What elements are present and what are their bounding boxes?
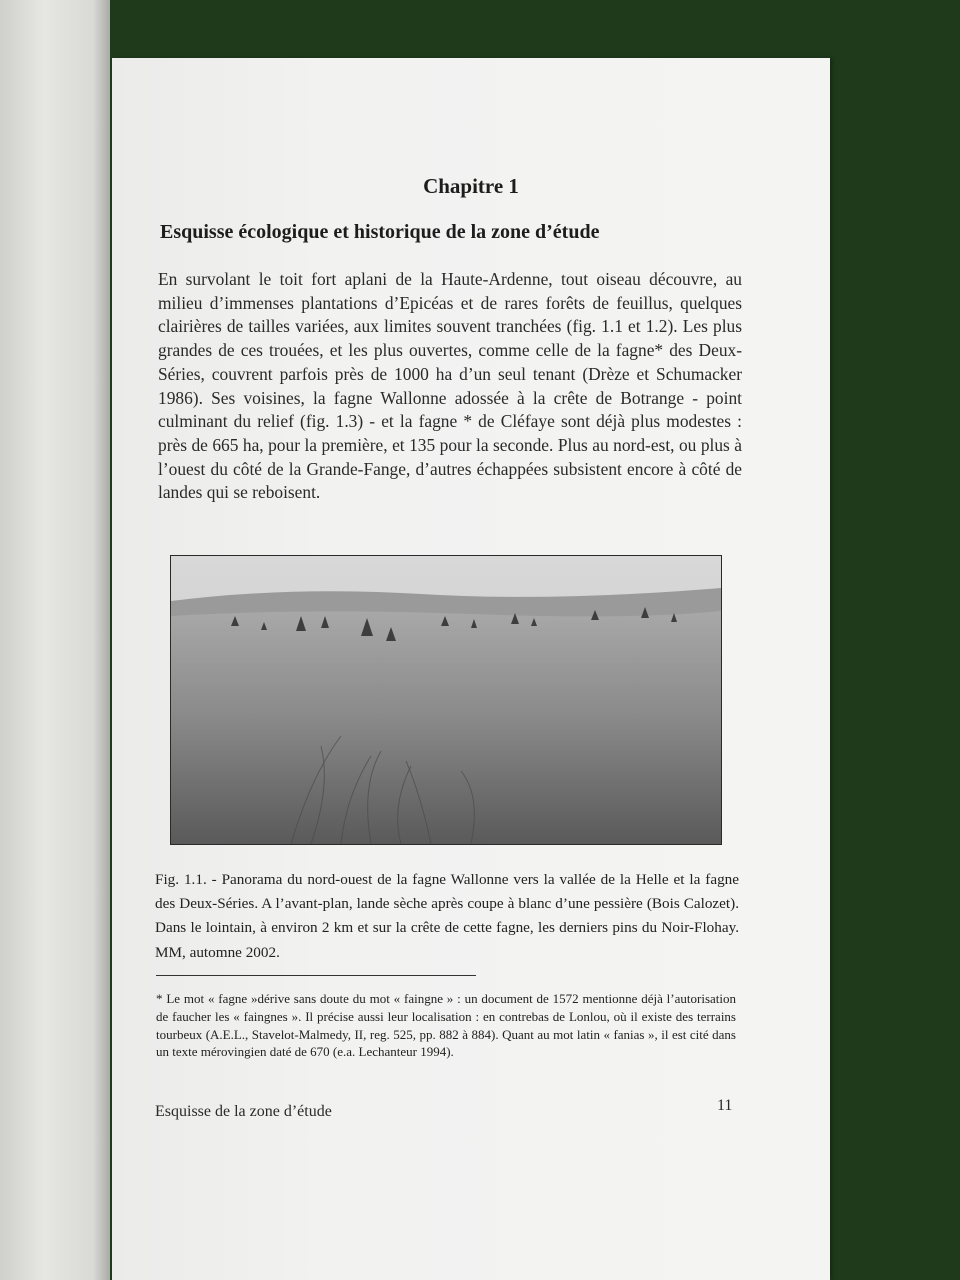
landscape-photo-drawing xyxy=(171,556,721,844)
landscape-photo xyxy=(170,555,722,845)
book-page xyxy=(112,58,830,1280)
facing-page xyxy=(0,0,110,1280)
running-title: Esquisse de la zone d’étude xyxy=(155,1103,332,1120)
figure-caption: Fig. 1.1. - Panorama du nord-ouest de la fagne Wallonne vers la vallée de la Helle et la fagne des Deux-Séries. A l’avant-plan, lande sèche après coupe à blanc d’une pessière (Bois Calozet). Dans le lointain, à environ 2 km et sur la crête de cette fagne, les derniers pins du Noir-Flohay. MM, automne 2002. xyxy=(155,871,739,961)
chapter-heading: Chapitre 1 xyxy=(423,174,519,198)
footnote: * Le mot « fagne »dérive sans doute du mot « faingne » : un document de 1572 mentionne déjà l’autorisation de faucher les « faingnes ». Il précise aussi leur localisation : en contrebas de Lonlou, où il existe des terrains tourbeux (A.E.L., Stavelot-Malmedy, II, reg. 525, pp. 882 à 884). Quant au mot latin « fanias », il est cité dans un texte mérovingien daté de 670 (e.a. Lechanteur 1994). xyxy=(156,991,736,1060)
section-title: Esquisse écologique et historique de la zone d’étude xyxy=(160,221,600,243)
page-number: 11 xyxy=(717,1097,733,1114)
body-paragraph: En survolant le toit fort aplani de la Haute-Ardenne, tout oiseau découvre, au milieu d’immenses plantations d’Epicéas et de rares forêts de feuillus, quelques clairières de tailles variées, aux limites souvent tranchées (fig. 1.1 et 1.2). Les plus grandes de ces trouées, et les plus ouvertes, comme celle de la fagne* des Deux-Séries, couvrent parfois près de 1000 ha d’un seul tenant (Drèze et Schumacker 1986). Ses voisines, la fagne Wallonne adossée à la crête de Botrange - point culminant du relief (fig. 1.3) - et la fagne * de Cléfaye sont déjà plus modestes : près de 665 ha, pour la première, et 135 pour la seconde. Plus au nord-est, ou plus à l’ouest du côté de la Grande-Fange, d’autres échappées subsistent encore à côté de landes qui se reboisent. xyxy=(158,269,742,503)
footnote-rule xyxy=(156,975,476,976)
